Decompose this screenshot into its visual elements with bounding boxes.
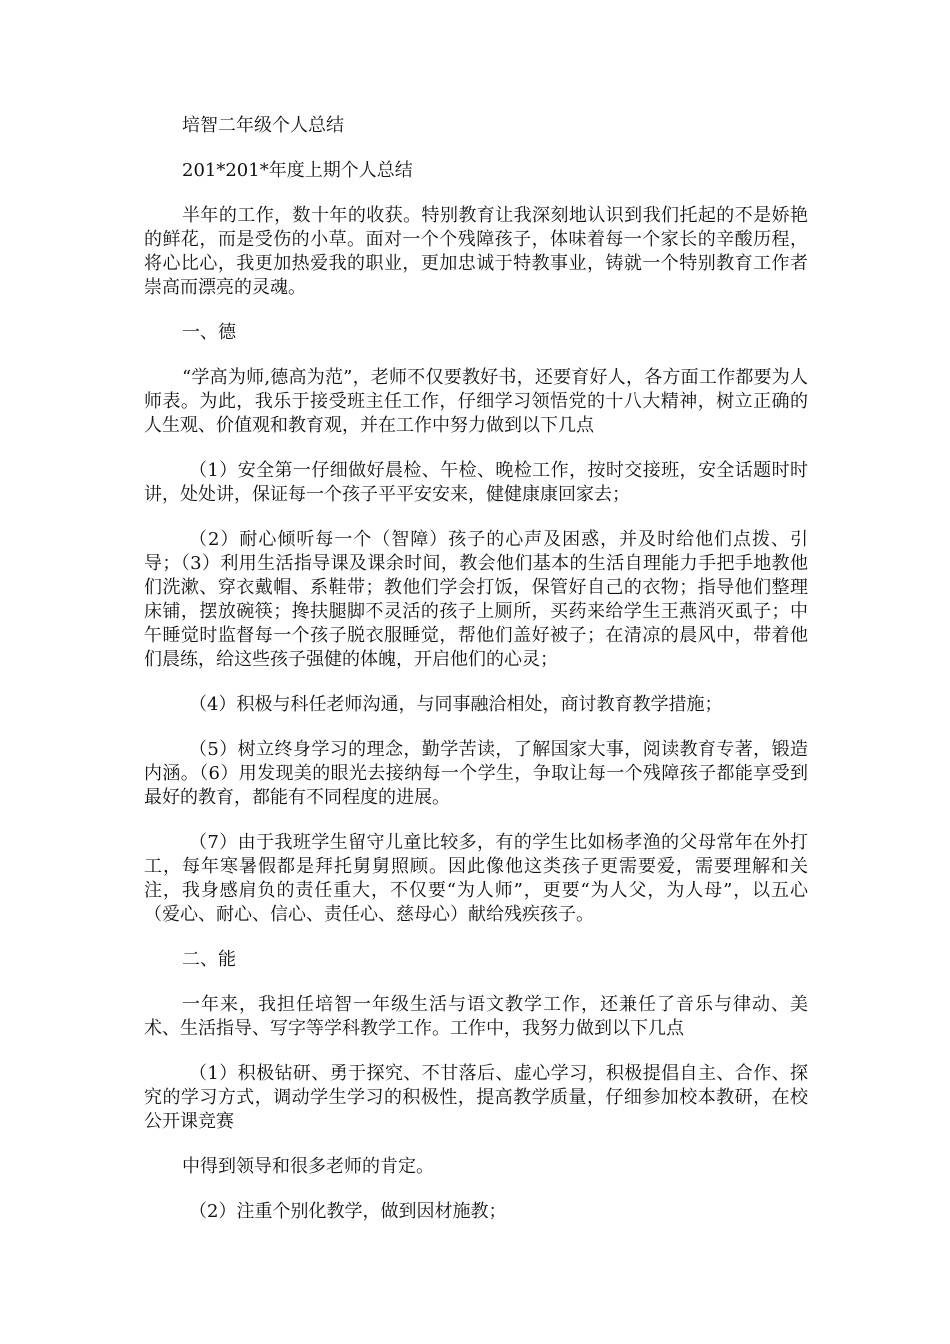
document-body bbox=[144, 114, 808, 1243]
paragraph-point-4: （4）积极与科任老师沟通，与同事融洽相处，商讨教育教学措施； bbox=[189, 694, 723, 715]
paragraph-point-2-3: （2）耐心倾听每一个（智障）孩子的心声及困惑，并及时给他们点拨、引导；（3）利用生活指导课及课余时间，教会他们基本的生活自理能力手把手地教他们洗漱、穿衣戴帽、系鞋带；教他们学会打饭，保管好自己的衣物；指导他们整理床铺，摆放碗筷；搀扶腿脚不灵活的孩子上厕所，买药来给学生王燕消灭虱子；中午睡觉时监督每一个孩子脱衣服睡觉，帮他们盖好被子；在清凉的晨风中，带着他们晨练，给这些孩子强健的体魄，开启他们的心灵； bbox=[144, 529, 808, 670]
section-heading-neng: 二、能 bbox=[182, 949, 236, 970]
paragraph-point-5-6: （5）树立终身学习的理念，勤学苦读，了解国家大事，阅读教育专著，锻造内涵。（6）用发现美的眼光去接纳每一个学生，争取让每一个残障孩子都能享受到最好的教育，都能有不同程度的进展。 bbox=[144, 739, 808, 808]
paragraph-point-1: （1）安全第一仔细做好晨检、午检、晚检工作，按时交接班，安全话题时时讲，处处讲，保证每一个孩子平平安安来，健健康康回家去； bbox=[144, 460, 808, 505]
paragraph-neng-point-2: （2）注重个别化教学，做到因材施教； bbox=[189, 1201, 507, 1222]
paragraph-neng-point-1-cont: 中得到领导和很多老师的肯定。 bbox=[182, 1156, 434, 1177]
section-heading-de: 一、德 bbox=[182, 322, 236, 343]
paragraph-neng-point-1: （1）积极钻研、勇于探究、不甘落后、虚心学习，积极提倡自主、合作、探究的学习方式，调动学生学习的积极性，提高教学质量，仔细参加校本教研，在校公开课竞赛 bbox=[144, 1063, 808, 1132]
paragraph-point-7: （7）由于我班学生留守儿童比较多，有的学生比如杨孝渔的父母常年在外打工，每年寒暑假都是拜托舅舅照顾。因此像他这类孩子更需要爱，需要理解和关注，我身感肩负的责任重大，不仅要“为人师”，更要“为人父，为人母”，以五心（爱心、耐心、信心、责任心、慈母心）献给残疾孩子。 bbox=[144, 832, 808, 925]
document-subtitle: 201*201*年度上期个人总结 bbox=[182, 160, 413, 181]
paragraph-intro: 半年的工作，数十年的收获。特别教育让我深刻地认识到我们托起的不是娇艳的鲜花，而是受伤的小草。面对一个个残障孩子，体味着每一个家长的辛酸历程，将心比心，我更加热爱我的职业，更加忠诚于特教事业，铸就一个特别教育工作者崇高而漂亮的灵魂。 bbox=[144, 205, 808, 298]
paragraph-de-intro: “学高为师,德高为范”，老师不仅要教好书，还要育好人，各方面工作都要为人师表。为此，我乐于接受班主任工作，仔细学习领悟党的十八大精神，树立正确的人生观、价值观和教育观，并在工作中努力做到以下几点 bbox=[144, 367, 808, 436]
document-title: 培智二年级个人总结 bbox=[182, 115, 344, 136]
paragraph-neng-intro: 一年来，我担任培智一年级生活与语文教学工作，还兼任了音乐与律动、美术、生活指导、写字等学科教学工作。工作中，我努力做到以下几点 bbox=[144, 994, 808, 1039]
